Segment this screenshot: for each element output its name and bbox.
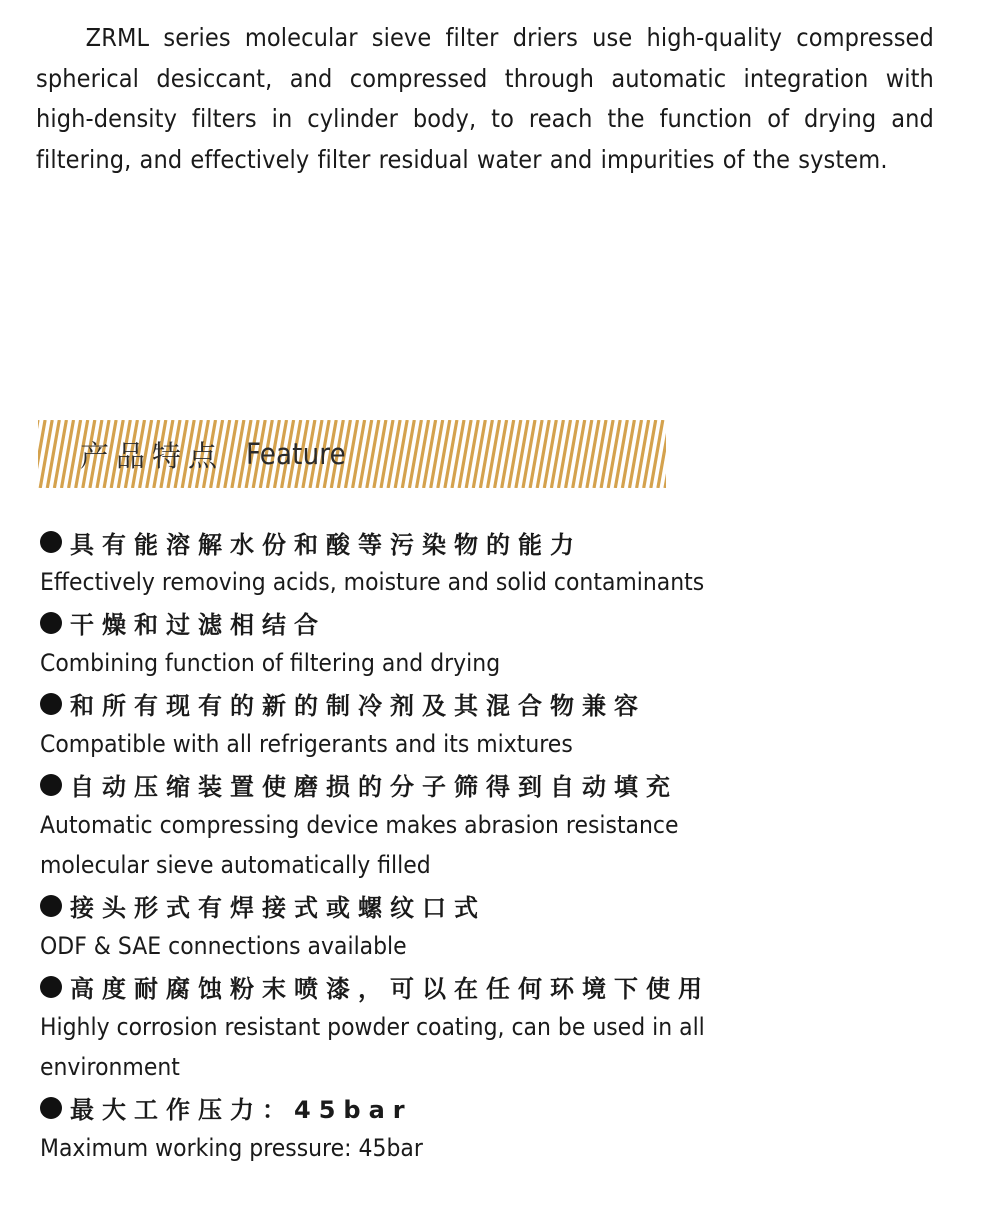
bullet-icon	[40, 693, 62, 715]
feature-en-text: Automatic compressing device makes abrasion resistance	[40, 810, 679, 839]
feature-cn-text: 干燥和过滤相结合	[70, 611, 326, 640]
feature-en-text: Maximum working pressure: 45bar	[40, 1133, 423, 1162]
feature-en-text: ODF & SAE connections available	[40, 931, 407, 960]
banner-title	[80, 434, 357, 474]
bullet-icon	[40, 612, 62, 634]
feature-en-text: Effectively removing acids, moisture and solid contaminants	[40, 568, 705, 597]
feature-list	[40, 522, 960, 1168]
banner-title-cn: 产品特点	[80, 438, 225, 473]
feature-item	[40, 966, 960, 1087]
feature-cn-line	[40, 684, 960, 724]
feature-banner	[38, 420, 666, 488]
feature-cn-text: 最大工作压力：45bar	[70, 1096, 413, 1125]
feature-cn-text: 高度耐腐蚀粉末喷漆，可以在任何环境下使用	[70, 975, 710, 1004]
bullet-icon	[40, 895, 62, 917]
feature-en-text: Compatible with all refrigerants and its mixtures	[40, 729, 573, 758]
intro-paragraph: ZRML series molecular sieve filter driers use high-quality compressed spherical desiccant, and compressed through automatic integration with high-density filters in cylinder body, to reach the function of drying and filtering, and effectively filter residual water and impurities of the system.	[36, 23, 934, 174]
feature-cn-text: 具有能溶解水份和酸等污染物的能力	[70, 530, 582, 559]
feature-cn-text: 和所有现有的新的制冷剂及其混合物兼容	[70, 692, 646, 721]
bullet-icon	[40, 531, 62, 553]
feature-item	[40, 764, 960, 885]
bullet-icon	[40, 976, 62, 998]
feature-en-text: molecular sieve automatically filled	[40, 851, 431, 880]
bullet-icon	[40, 774, 62, 796]
feature-cn-text: 接头形式有焊接式或螺纹口式	[70, 894, 486, 923]
bullet-icon	[40, 1097, 62, 1119]
feature-cn-line	[40, 966, 960, 1006]
feature-en-text: Highly corrosion resistant powder coating, can be used in all	[40, 1012, 705, 1041]
feature-item	[40, 1088, 960, 1169]
feature-item	[40, 886, 960, 967]
feature-item	[40, 603, 960, 684]
feature-item	[40, 684, 960, 765]
feature-item	[40, 522, 960, 603]
feature-cn-line	[40, 1088, 960, 1128]
feature-cn-text: 自动压缩装置使磨损的分子筛得到自动填充	[70, 773, 678, 802]
feature-cn-line	[40, 603, 960, 643]
feature-en-text: environment	[40, 1053, 180, 1082]
feature-cn-line	[40, 764, 960, 804]
feature-cn-line	[40, 886, 960, 926]
feature-en-text: Combining function of filtering and drying	[40, 649, 501, 678]
banner-title-en: Feature	[246, 437, 346, 471]
feature-cn-line	[40, 522, 960, 562]
